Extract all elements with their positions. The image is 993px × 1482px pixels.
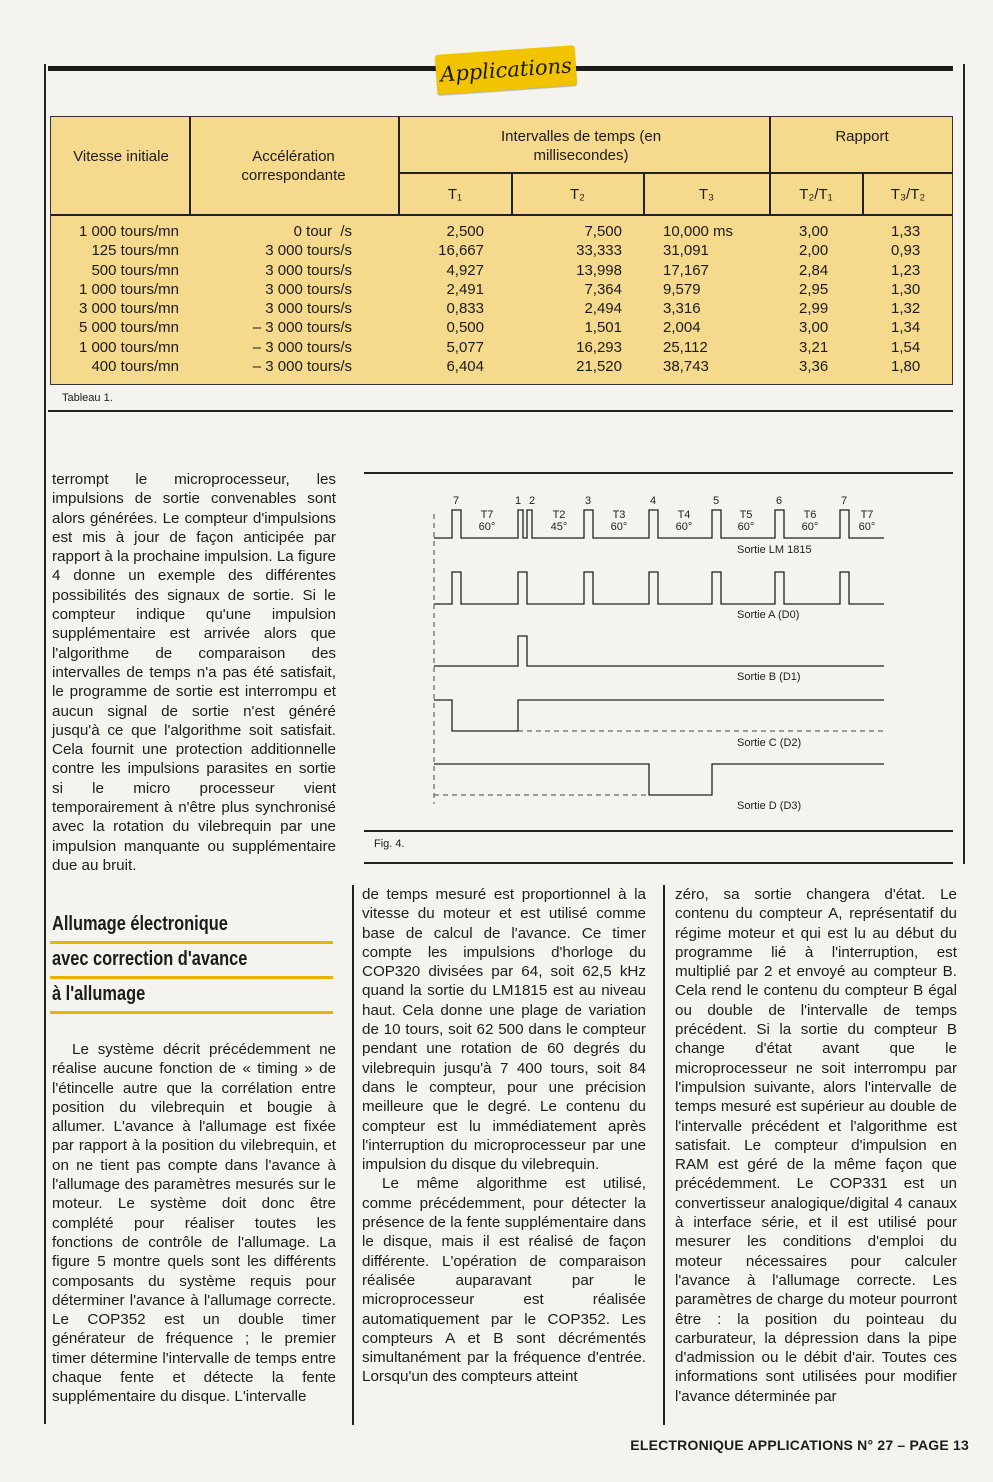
col-vitesse: 1 000 tours/mn 125 tours/mn 500 tours/mn 1 000 tours/mn 3 000 tours/mn 5 000 tours/mn 1 000 tours/mn 400 tours/mn (78, 223, 179, 376)
col3-paragraph: zéro, sa sortie changera d'état. Le contenu du compteur A, représentatif du régime moteur et qui est lu au début du programme lié à l'interruption, est multiplié par 2 et envoyé au compteur B. Cela rend le contenu du compteur B égal ou double de l'intervalle de temps précédent. Si la sortie du compteur B change d'état avant que le microprocesseur ne soit interrompu par l'impulsion suivante, alors l'intervalle de temps mesuré est supérieur au double de l'intervalle précédent et l'algorithme est satisfait. Le compteur d'impulsion en RAM est géré de la même façon que précédemment. Le COP331 est un convertisseur analogique/digital 4 canaux à interface série, et il est utilisé pour mesurer les conditions d'emploi du moteur nécessaires pour calculer l'avance à l'allumage correcte. Les paramètres de charge du moteur pourront être : la position du pointeau du carburateur, la dépression dans la pipe d'admission ou le débit d'air. Toutes ces informations sont utilisées pour modifier l'avance déterminée par (675, 886, 957, 1405)
pulse-number: 6 (775, 495, 783, 507)
section-heading-line3: à l'allumage (52, 983, 146, 1005)
header-rapport: Rapport (835, 128, 889, 145)
pulse-number: 1 (514, 495, 522, 507)
col-acceleration: 0 tour /s 3 000 tours/s 3 000 tours/s 3 000 tours/s 3 000 tours/s – 3 000 tours/s – 3 000 tours/s – 3 000 tours/s (252, 223, 352, 376)
header-intervalles: Intervalles de temps (en millisecondes) (500, 128, 662, 164)
timing-diagram-svg (364, 474, 953, 858)
pulse-number: 7 (840, 495, 848, 507)
table-bottom-rule (48, 410, 953, 412)
pulse-number: 2 (528, 495, 536, 507)
interval-name: T2 (552, 509, 566, 521)
col1-bottom-paragraph: Le système décrit précédemment ne réalise aucune fonction de « timing » de l'étincelle autre que la corrélation entre position du vilebrequin et bougie à allumer. L'avance à l'allumage est fixée par rapport à la position du vilebrequin, et on ne tient pas compte dans l'avance à l'allumage des paramètres mesurés sur le moteur. Le système doit donc être complété pour réaliser toutes les fonctions de contrôle de l'allumage. La figure 5 montre quels sont les différents composants du système requis pour déterminer l'avance à l'allumage correcte. Le COP352 est un double timer générateur de fréquence ; le premier timer détermine l'intervalle de temps entre chaque fente et détecte la fente supplémentaire du disque. L'intervalle (52, 1041, 336, 1406)
section-badge: Applications (435, 45, 577, 95)
pulse-number: 7 (452, 495, 460, 507)
signal-label-c: Sortie C (D2) (737, 737, 802, 749)
col1-top-paragraph: terrompt le microprocesseur, les impulsions de sortie convenables sont alors générées. Le compteur d'impulsions est mis à jour de façon anticipée par rapport à la prochaine impulsion. La figure 4 donne un exemple des différentes possibilités des signaux de sortie. Si le compteur indique qu'une impulsion supplémentaire est arrivée alors que l'algorithme de comparaison des intervalles de temps n'a pas été satisfait, le programme de sortie est interrompu et aucun signal de sortie n'est généré jusqu'à ce que l'algorithme soit satisfait. Cela fournit une protection additionnelle contre les impulsions parasites en sortie si le micro processeur vient temporairement à n'être plus synchronisé avec la rotation du vilebrequin par une impulsion manquante ou supplémentaire due au bruit. (52, 471, 336, 874)
header-t2t1: T₂/T₁ (799, 186, 833, 203)
header-t3t2: T₃/T₂ (890, 186, 926, 203)
figure-bottom-rule (364, 862, 953, 864)
interval-angle: 60° (737, 521, 755, 533)
col3-text (675, 885, 957, 1406)
data-table (50, 116, 953, 385)
pulse-number: 4 (649, 495, 657, 507)
interval-name: T7 (480, 509, 494, 521)
signal-label-b: Sortie B (D1) (737, 671, 801, 683)
interval-name: T7 (860, 509, 874, 521)
figure-caption-rule (364, 830, 953, 832)
col2-paragraph-1: de temps mesuré est proportionnel à la vitesse du moteur et est utilisé comme base de calcul de l'avance. Ce timer compte les impulsions d'horloge du COP320 divisées par 64, soit 62,5 kHz quand la sortie du LM1815 est au niveau haut. Cela donne une plage de variation de 10 tours, soit 62 500 dans le compteur pendant une rotation de 60 degrés du vilebrequin jusqu'à 7 400 tours, soit 84 dans le compteur, pour une précision meilleure que le degré. Le contenu du compteur est lu immédiatement après l'interruption du microprocesseur par une impulsion du disque du vilebrequin. (362, 886, 646, 1174)
col-t2t1: 3,00 2,00 2,84 2,95 2,99 3,00 3,21 3,36 (799, 223, 829, 376)
col1-top-text (52, 470, 336, 875)
signal-label-lm1815: Sortie LM 1815 (737, 544, 812, 556)
interval-name: T4 (677, 509, 691, 521)
column-rule-2 (663, 885, 665, 1425)
header-vitesse: Vitesse initiale (73, 148, 169, 165)
section-heading-line1: Allumage électronique (52, 913, 228, 935)
col-t1: 2,500 16,667 4,927 2,491 0,833 0,500 5,077 6,404 (438, 223, 484, 376)
right-margin-rule (963, 64, 965, 864)
pulse-number: 3 (584, 495, 592, 507)
left-margin-rule (44, 64, 46, 1424)
header-acceleration: Accélération correspondante (241, 148, 346, 184)
header-t1: T₁ (447, 186, 463, 203)
col2-paragraph-2: Le même algorithme est utilisé, comme précédemment, pour détecter la présence de la fente supplémentaire dans le disque, mais il est réalisé de façon différente. L'opération de comparaison réalisée auparavant par le microprocesseur est réalisée automatiquement par le COP352. Les compteurs A et B sont décrémentés simultanément par la fréquence d'entrée. Lorsqu'un des compteurs atteint (362, 1175, 646, 1386)
heading-underline-1 (50, 941, 333, 944)
heading-underline-2 (50, 976, 333, 979)
timing-diagram (364, 474, 953, 858)
table-caption: Tableau 1. (62, 392, 113, 404)
col-t3t2: 1,33 0,93 1,23 1,30 1,32 1,34 1,54 1,80 (891, 223, 921, 376)
interval-name: T6 (803, 509, 817, 521)
pulse-number: 5 (712, 495, 720, 507)
col1-bottom-text (52, 1040, 336, 1407)
page-footer: ELECTRONIQUE APPLICATIONS N° 27 – PAGE 13 (630, 1437, 969, 1453)
interval-angle: 60° (478, 521, 496, 533)
interval-name: T3 (612, 509, 626, 521)
header-t2: T₂ (570, 186, 585, 203)
header-t3: T₃ (698, 186, 715, 203)
col2-text (362, 885, 646, 1387)
interval-angle: 60° (858, 521, 876, 533)
interval-angle: 45° (550, 521, 568, 533)
interval-angle: 60° (675, 521, 693, 533)
section-heading-line2: avec correction d'avance (52, 948, 248, 970)
column-rule-1 (352, 885, 354, 1425)
interval-name: T5 (739, 509, 753, 521)
figure-caption: Fig. 4. (374, 838, 405, 850)
heading-underline-3 (50, 1011, 333, 1014)
interval-angle: 60° (801, 521, 819, 533)
signal-label-d: Sortie D (D3) (737, 800, 802, 812)
col-t2: 7,500 33,333 13,998 7,364 2,494 1,501 16,293 21,520 (576, 223, 622, 376)
col-t3: 10,000 ms 31,091 17,167 9,579 3,316 2,004 25,112 38,743 (663, 223, 734, 376)
signal-label-a: Sortie A (D0) (737, 609, 800, 621)
interval-angle: 60° (610, 521, 628, 533)
